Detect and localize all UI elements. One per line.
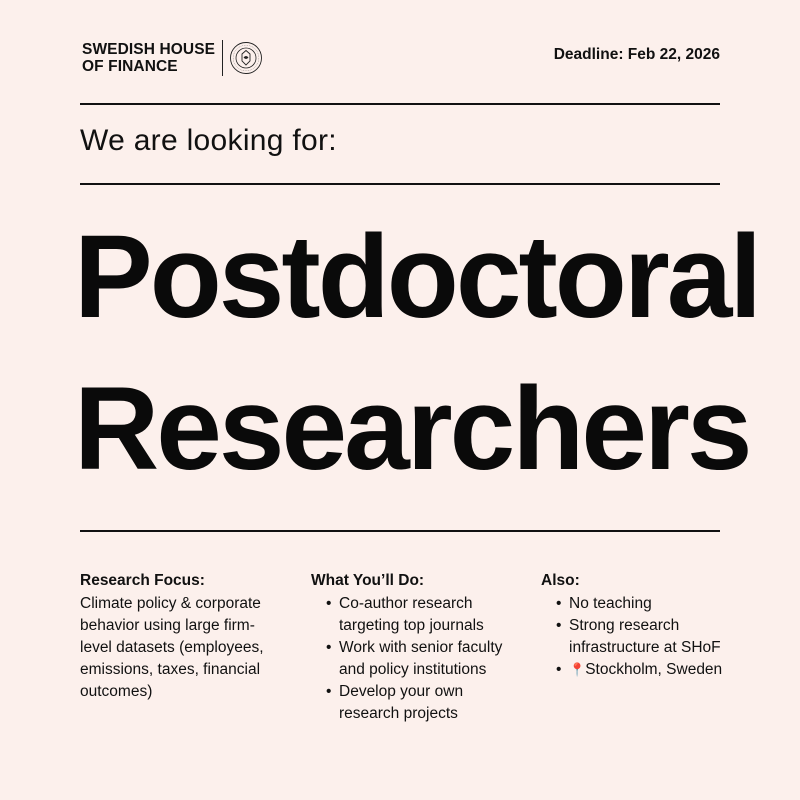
logo-line-1: SWEDISH HOUSE xyxy=(82,41,216,58)
research-focus-title: Research Focus: xyxy=(80,572,205,589)
top-divider xyxy=(80,103,720,105)
logo-line-2: OF FINANCE xyxy=(82,58,178,75)
logo-wordmark xyxy=(82,41,215,75)
logo xyxy=(82,39,263,77)
duties-list xyxy=(311,593,516,725)
research-focus-column xyxy=(80,570,285,703)
duties-title: What You’ll Do: xyxy=(311,572,425,589)
headline-line-1: Postdoctoral xyxy=(74,211,760,343)
list-item: • Work with senior faculty and policy institutions xyxy=(339,637,516,681)
school-seal-icon xyxy=(229,41,263,75)
also-column xyxy=(541,570,731,681)
tagline: We are looking for: xyxy=(80,124,337,157)
list-item: • Strong research infrastructure at SHoF xyxy=(569,615,731,659)
logo-divider xyxy=(222,40,223,76)
deadline-text: Deadline: Feb 22, 2026 xyxy=(553,46,720,63)
bottom-divider xyxy=(80,530,720,532)
list-item: • No teaching xyxy=(569,593,731,615)
duties-column xyxy=(311,570,516,725)
list-item xyxy=(569,659,731,681)
also-title: Also: xyxy=(541,572,580,589)
list-item: • Co-author research targeting top journals xyxy=(339,593,516,637)
also-list xyxy=(541,593,731,681)
list-item: • Develop your own research projects xyxy=(339,681,516,725)
location-text: Stockholm, Sweden xyxy=(585,661,723,678)
location-pin-icon: 📍 xyxy=(569,662,586,677)
research-focus-body: Climate policy & corporate behavior using large firm-level datasets (employees, emissions, taxes, financial outcomes) xyxy=(80,595,264,700)
headline-line-2: Researchers xyxy=(74,363,750,495)
tagline-divider xyxy=(80,183,720,185)
